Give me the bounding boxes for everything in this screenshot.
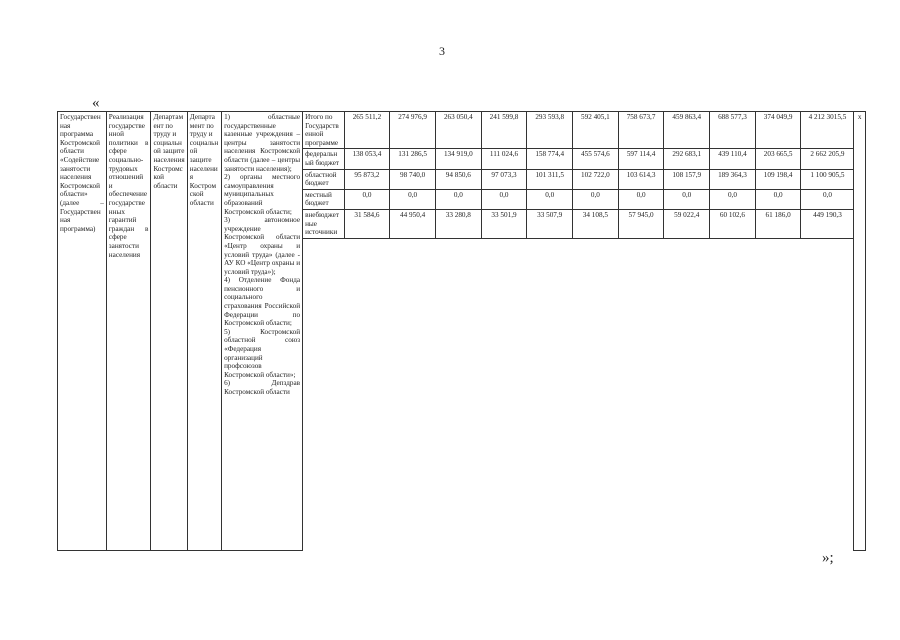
funding-value: 688 577,3 [710,112,756,149]
funding-value: 134 919,0 [435,149,481,169]
funding-source-label: Итого по Государственной программе [303,112,345,149]
funding-value: 101 311,5 [527,169,573,189]
funding-value: 97 073,3 [481,169,527,189]
funding-value: 33 280,8 [435,209,481,238]
funding-value: 61 186,0 [755,209,801,238]
executor-item: 1) областные государственные казенные учреждения – центры занятости населения Костромской области (далее – центры занятости населения); [224,113,301,173]
funding-value: 102 722,0 [573,169,619,189]
funding-total: 2 662 205,9 [801,149,854,169]
funding-value: 189 364,3 [710,169,756,189]
funding-source-label: федеральный бюджет [303,149,345,169]
closing-quote-mark: »; [822,550,834,566]
funding-value: 0,0 [755,189,801,209]
funding-total: 1 100 905,5 [801,169,854,189]
funding-total: 449 190,3 [801,209,854,238]
program-goal-cell: Реализация государственной политики в сфере социально-трудовых отношений и обеспечение государственных гарантий граждан в сфере занятости населения [106,112,151,551]
funding-value: 0,0 [390,189,436,209]
funding-value: 292 683,1 [664,149,710,169]
table-row [58,112,866,149]
funding-value: 31 584,6 [344,209,390,238]
coordinator-cell: Департамент по труду и социальной защите населения Костромской области [187,112,221,551]
funding-value: 0,0 [710,189,756,209]
funding-value: 597 114,4 [618,149,664,169]
page-number: 3 [439,44,445,58]
opening-quote-mark: « [92,95,100,111]
funding-source-label: областной бюджет [303,169,345,189]
funding-value: 241 599,8 [481,112,527,149]
funding-value: 60 102,6 [710,209,756,238]
funding-value: 0,0 [664,189,710,209]
funding-value: 0,0 [344,189,390,209]
funding-value: 98 740,0 [390,169,436,189]
funding-value: 111 024,6 [481,149,527,169]
funding-value: 131 286,5 [390,149,436,169]
funding-value: 265 511,2 [344,112,390,149]
program-name-cell: Государственная программа Костромской области «Содействие занятости населения Костромской области» (далее – Государственная программа) [58,112,107,551]
funding-value: 57 945,0 [618,209,664,238]
funding-source-label: местный бюджет [303,189,345,209]
funding-value: 0,0 [618,189,664,209]
funding-value: 103 614,3 [618,169,664,189]
funding-value: 108 157,9 [664,169,710,189]
empty-remainder [303,238,854,550]
funding-value: 95 873,2 [344,169,390,189]
funding-value: 0,0 [573,189,619,209]
funding-value: 0,0 [527,189,573,209]
funding-total: 0,0 [801,189,854,209]
funding-value: 33 507,9 [527,209,573,238]
funding-value: 138 053,4 [344,149,390,169]
funding-value: 459 863,4 [664,112,710,149]
funding-value: 59 022,4 [664,209,710,238]
funding-value: 34 108,5 [573,209,619,238]
executor-item: 2) органы местного самоуправления муниципальных образований Костромской области; [224,173,301,216]
funding-value: 455 574,6 [573,149,619,169]
funding-value: 109 198,4 [755,169,801,189]
executor-item: 5) Костромской областной союз «Федерация организаций профсоюзов Костромской области»; [224,327,301,379]
executor-item: 6) Депздрав Костромской области [224,379,301,396]
funding-value: 592 405,1 [573,112,619,149]
responsible-executor-cell: Департамент по труду и социальной защите населения Костромской области [151,112,187,551]
executor-item: 4) Отделение Фонда пенсионного и социального страхования Российской Федерации по Костромской области; [224,276,301,328]
funding-value: 158 774,4 [527,149,573,169]
funding-value: 758 673,7 [618,112,664,149]
co-executors-cell [222,112,303,551]
funding-value: 33 501,9 [481,209,527,238]
x-marker-cell: x [854,112,866,551]
funding-value: 274 976,9 [390,112,436,149]
funding-value: 374 049,9 [755,112,801,149]
executor-item: 3) автономное учреждение Костромской области «Центр охраны и условий труда» (далее - АУ КО «Центр охраны и условий труда»); [224,216,301,276]
funding-value: 0,0 [481,189,527,209]
funding-value: 293 593,8 [527,112,573,149]
funding-value: 439 110,4 [710,149,756,169]
funding-value: 44 950,4 [390,209,436,238]
funding-value: 0,0 [435,189,481,209]
program-table [57,111,866,551]
funding-value: 263 050,4 [435,112,481,149]
funding-total: 4 212 3015,5 [801,112,854,149]
funding-source-label: внебюджетные источники [303,209,345,238]
funding-value: 94 850,6 [435,169,481,189]
funding-value: 203 665,5 [755,149,801,169]
